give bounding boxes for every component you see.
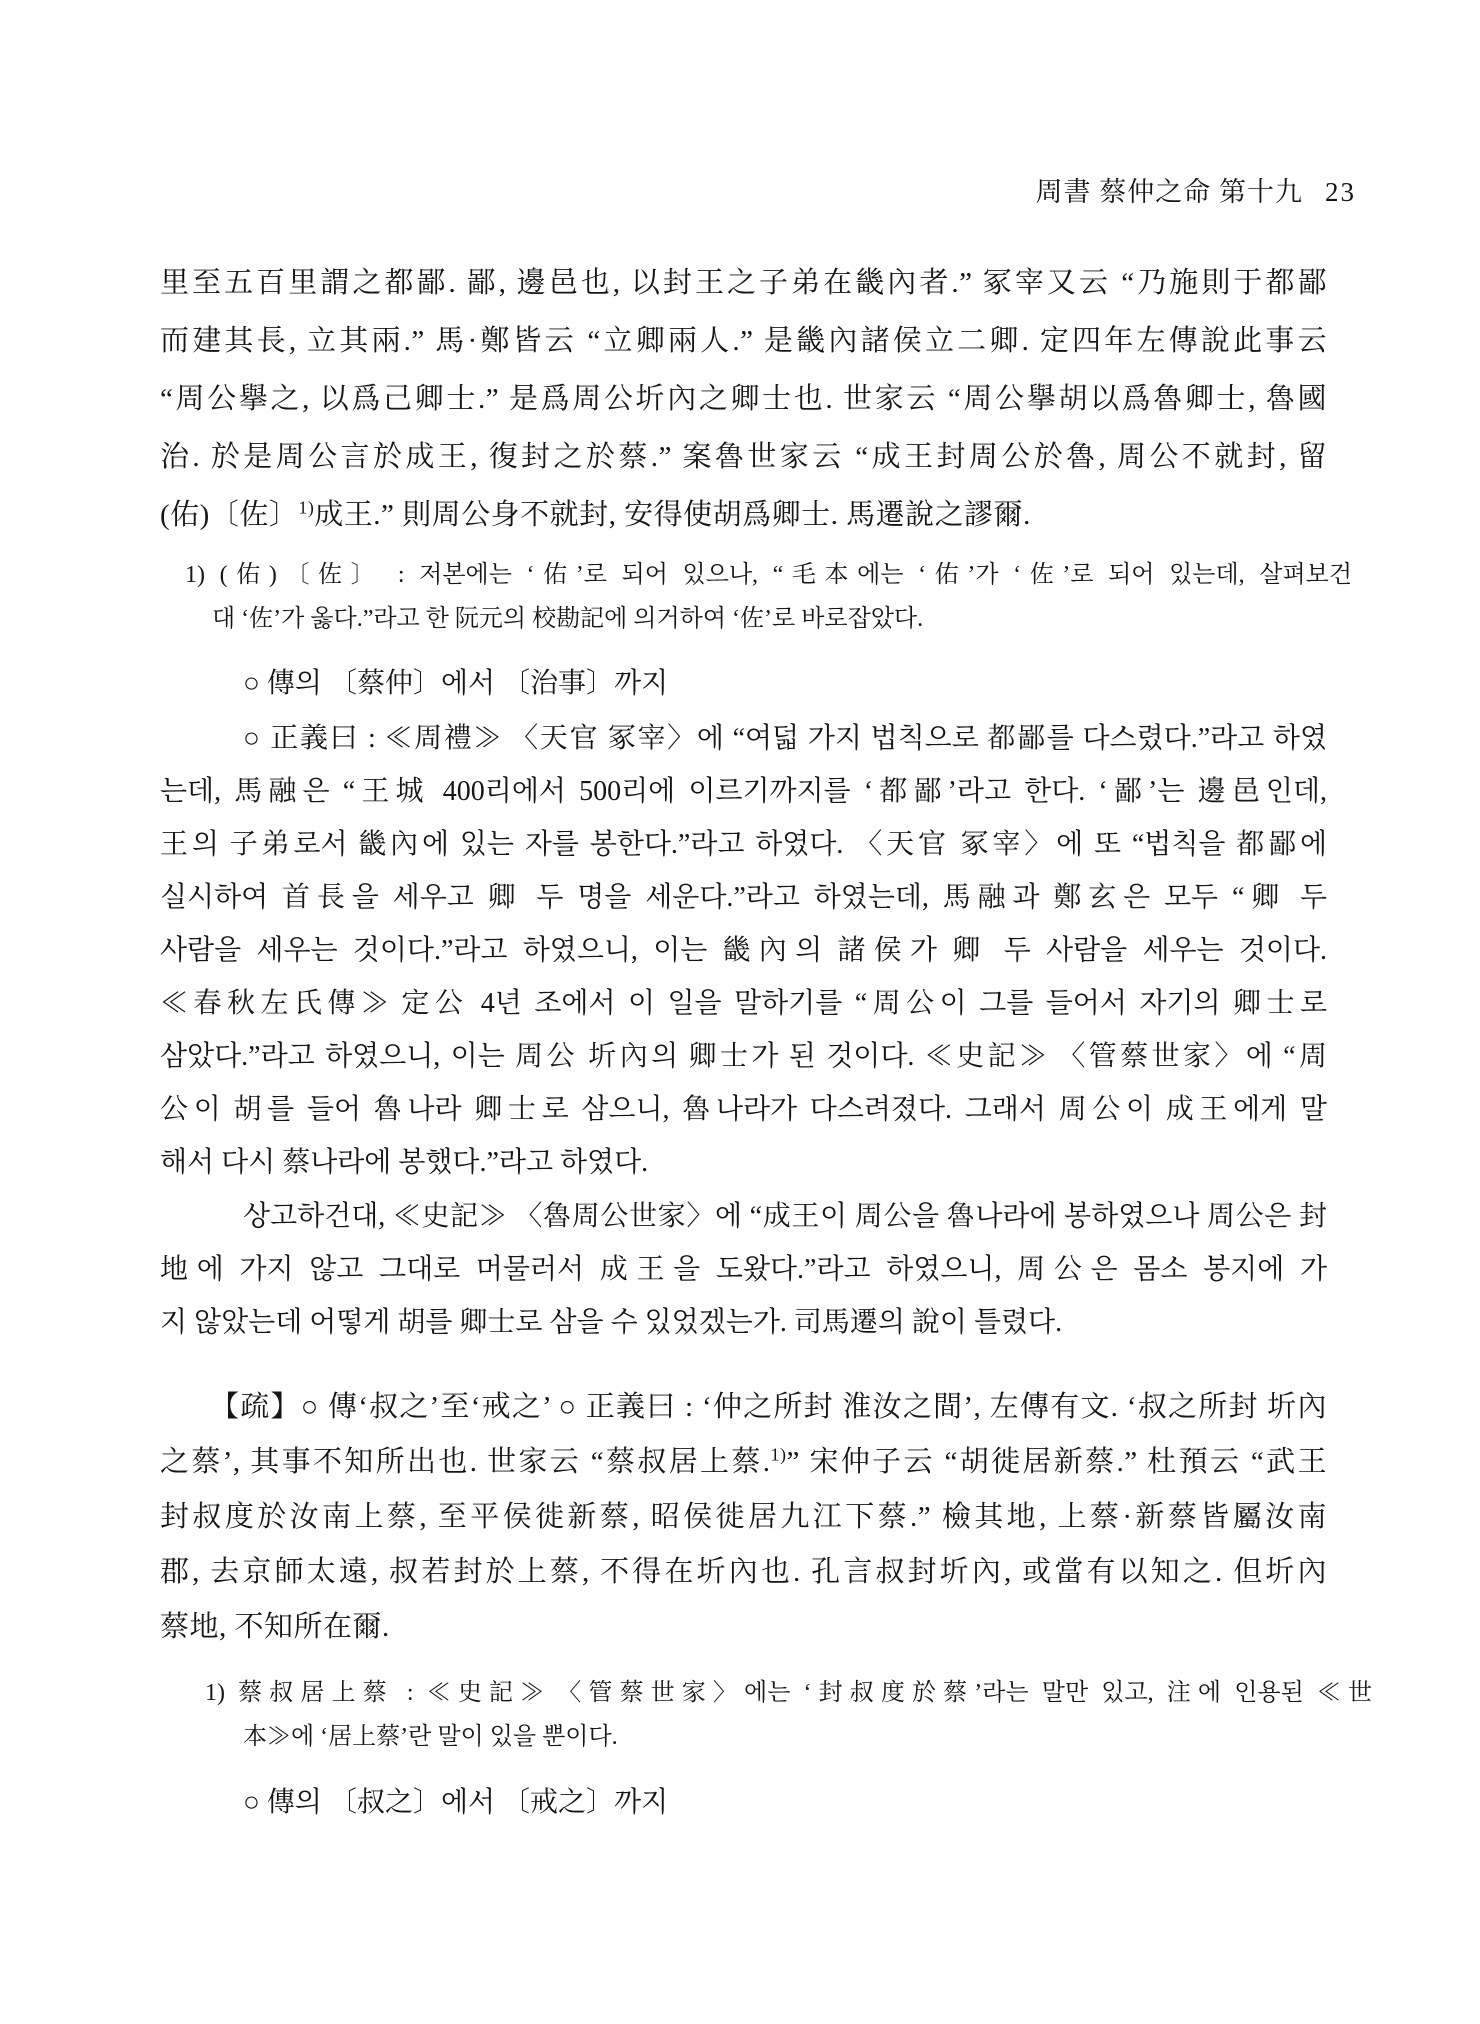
text-line: 삼았다.”라고 하였으니, 이는 周公 圻內의 卿士가 된 것이다. ≪史記≫ 〈管蔡世家〉에 “周 [160,1041,1327,1072]
text-line: 而建其長, 立其兩.” 馬·鄭皆云 “立卿兩人.” 是畿內諸侯立二卿. 定四年左傳說此事云 [160,325,1327,357]
range-note-2 [160,1776,1327,1829]
text-line: ≪春秋左氏傳≫ 定公 4년 조에서 이 일을 말하기를 “周公이 그를 들어서 자기의 卿士로 [160,988,1327,1019]
footnote-ref: 1) [770,1444,787,1465]
review-paragraph [160,1190,1327,1349]
footnote-marker: 1) [185,562,205,588]
page-number: 23 [1325,177,1356,207]
text-line: “周公擧之, 以爲己卿士.” 是爲周公圻內之卿士也. 世家云 “周公擧胡以爲魯卿士, 魯國 [160,383,1327,415]
text-line [160,1435,1327,1490]
text-line: 해서 다시 蔡나라에 봉했다.”라고 하였다. [160,1147,649,1178]
text-line: 封叔度於汝南上蔡, 至平侯徙新蔡, 昭侯徙居九江下蔡.” 檢其地, 上蔡·新蔡皆屬汝南 [160,1501,1327,1533]
text-line [160,486,1327,544]
text-segment: 成王.” 則周公身不就封, 安得使胡爲卿士. 馬遷說之謬爾. [314,499,1031,531]
text-segment: (佑)〔佐〕 [160,499,299,531]
text-line: 蔡地, 不知所在爾. [160,1611,390,1643]
text-line: 里至五百里謂之都鄙. 鄙, 邊邑也, 以封王之子弟在畿內者.” 冢宰又云 “乃施則于都鄙 [160,267,1327,299]
text-line: 地에 가지 않고 그대로 머물러서 成王을 도왔다.”라고 하였으니, 周公은 몸소 봉지에 가 [160,1254,1327,1285]
footnote-line [185,553,1352,597]
text-segment: ” 宋仲子云 “胡徙居新蔡.” 杜預云 “武王 [786,1446,1327,1478]
footnote-line [205,1671,1372,1715]
text-line: 治. 於是周公言於成王, 復封之於蔡.” 案魯世家云 “成王封周公於魯, 周公不就封, 留 [160,441,1327,473]
text-line: 사람을 세우는 것이다.”라고 하였으니, 이는 畿內의 諸侯가 卿 두 사람을 세우는 것이다. [160,935,1327,966]
text-line: 公이 胡를 들어 魯나라 卿士로 삼으니, 魯나라가 다스려졌다. 그래서 周公이 成王에게 말 [160,1094,1327,1125]
text-line: 【疏】○ 傳‘叔之’至‘戒之’ ○ 正義曰 : ‘仲之所封 淮汝之間’, 左傳有文. ‘叔之所封 圻內 [210,1391,1327,1423]
text-line: 郡, 去京師太遠, 叔若封於上蔡, 不得在圻內也. 孔言叔封圻內, 或當有以知之. 但圻內 [160,1556,1327,1588]
header-title: 周書 蔡仲之命 第十九 [1035,177,1303,207]
text-line: 상고하건대, ≪史記≫ 〈魯周公世家〉에 “成王이 周公을 魯나라에 봉하였으나 周公은 封 [243,1201,1327,1232]
shu-commentary-paragraph [160,1380,1327,1655]
chinese-commentary-paragraph [160,254,1327,544]
footnote-ref: 1) [298,497,315,518]
footnote-text: (佑)〔佐〕 : 저본에는 ‘佑’로 되어 있으나, “毛本에는 ‘佑’가 ‘佐’로 되어 있는데, 살펴보건 [219,562,1353,588]
footnote-text: 蔡叔居上蔡 : ≪史記≫ 〈管蔡世家〉에는 ‘封叔度於蔡’라는 말만 있고, 注에 인용된 ≪世 [238,1680,1373,1706]
text-line: 王의 子弟로서 畿內에 있는 자를 봉한다.”라고 하였다. 〈天官 冢宰〉에 또 “법칙을 都鄙에 [160,829,1327,860]
text-segment: 之蔡’, 其事不知所出也. 世家云 “蔡叔居上蔡. [160,1446,771,1478]
footnote-2 [160,1671,1372,1759]
footnote-line: 대 ‘佐’가 옳다.”라고 한 阮元의 校勘記에 의거하여 ‘佐’로 바로잡았다. [212,606,924,632]
footnote-1 [160,553,1352,641]
korean-translation-paragraph [160,712,1327,1189]
running-header [160,174,1356,210]
range-note-text: ○ 傳의 〔叔之〕에서 〔戒之〕까지 [243,1787,669,1818]
range-note-text: ○ 傳의 〔蔡仲〕에서 〔治事〕까지 [243,668,669,699]
text-line: 는데, 馬融은 “王城 400리에서 500리에 이르기까지를 ‘都鄙’라고 한다. ‘鄙’는 邊邑인데, [160,776,1327,807]
footnote-marker: 1) [205,1680,225,1706]
text-line: 실시하여 首長을 세우고 卿 두 명을 세운다.”라고 하였는데, 馬融과 鄭玄은 모두 “卿 두 [160,882,1327,913]
range-note-1 [160,657,1327,710]
text-line: ○ 正義曰 : ≪周禮≫ 〈天官 冢宰〉에 “여덟 가지 법칙으로 都鄙를 다스렸다.”라고 하였 [243,723,1327,754]
footnote-line: 本≫에 ‘居上蔡’란 말이 있을 뿐이다. [243,1724,618,1750]
text-line: 지 않았는데 어떻게 胡를 卿士로 삼을 수 있었겠는가. 司馬遷의 說이 틀렸다. [160,1307,1063,1338]
